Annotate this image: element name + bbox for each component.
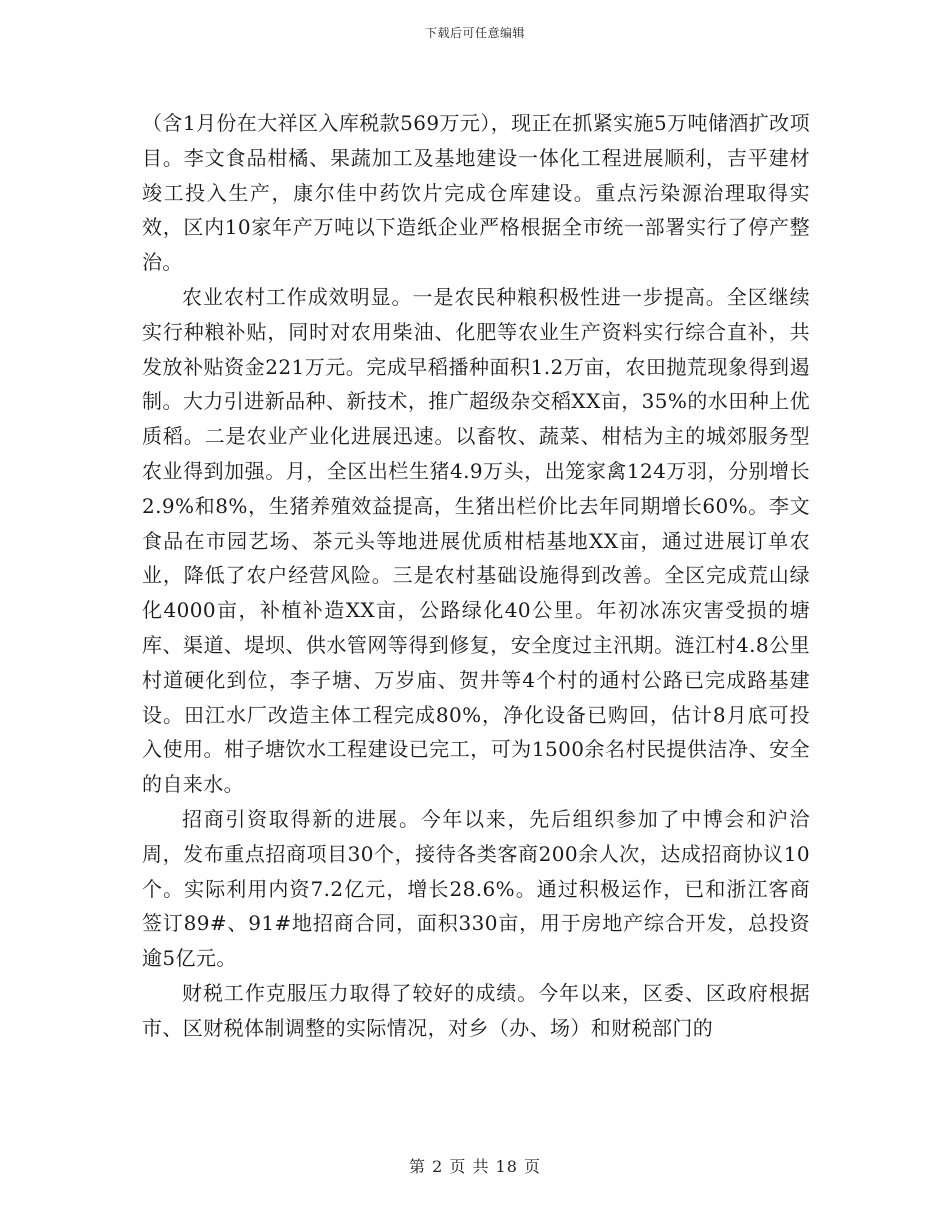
paragraph-2: 农业农村工作成效明显。一是农民种粮积极性进一步提高。全区继续实行种粮补贴，同时对农用柴油、化肥等农业生产资料实行综合直补，共发放补贴资金221万元。完成早稻播种面积1.2万亩，农田抛荒现象得到遏制。大力引进新品种、新技术，推广超级杂交稻XX亩，35%的水田种上优质稻。二是农业产业化进展迅速。以畜牧、蔬菜、柑桔为主的城郊服务型农业得到加强。月，全区出栏生猪4.9万头，出笼家禽124万羽，分别增长2.9%和8%，生猪养殖效益提高，生猪出栏价比去年同期增长60%。李文食品在市园艺场、茶元头等地进展优质柑桔基地XX亩，通过进展订单农业，降低了农户经营风险。三是农村基础设施得到改善。全区完成荒山绿化4000亩，补植补造XX亩，公路绿化40公里。年初冰冻灾害受损的塘库、渠道、堤坝、供水管网等得到修复，安全度过主汛期。涟江村4.8公里村道硬化到位，李子塘、万岁庙、贺井等4个村的通村公路已完成路基建设。田江水厂改造主体工程完成80%，净化设备已购回，估计8月底可投入使用。柑子塘饮水工程建设已完工，可为1500余名村民提供洁净、安全的自来水。 bbox=[142, 284, 810, 797]
document-body bbox=[142, 106, 810, 1046]
page-header: 下载后可任意编辑 bbox=[424, 26, 525, 40]
paragraph-1: （含1月份在大祥区入库税款569万元），现正在抓紧实施5万吨储酒扩改项目。李文食品柑橘、果蔬加工及基地建设一体化工程进展顺利，吉平建材竣工投入生产，康尔佳中药饮片完成仓库建设。重点污染源治理取得实效，区内10家年产万吨以下造纸企业严格根据全市统一部署实行了停产整治。 bbox=[142, 111, 810, 275]
paragraph-3: 招商引资取得新的进展。今年以来，先后组织参加了中博会和沪洽周，发布重点招商项目30个，接待各类客商200余人次，达成招商协议10个。实际利用内资7.2亿元，增长28.6%。通过积极运作，已和浙江客商签订89#、91#地招商合同，面积330亩，用于房地产综合开发，总投资逾5亿元。 bbox=[142, 806, 810, 971]
page-footer: 第 2 页 共 18 页 bbox=[409, 1157, 541, 1176]
paragraph-4: 财税工作克服压力取得了较好的成绩。今年以来，区委、区政府根据市、区财税体制调整的实际情况，对乡（办、场）和财税部门的 bbox=[142, 980, 810, 1040]
